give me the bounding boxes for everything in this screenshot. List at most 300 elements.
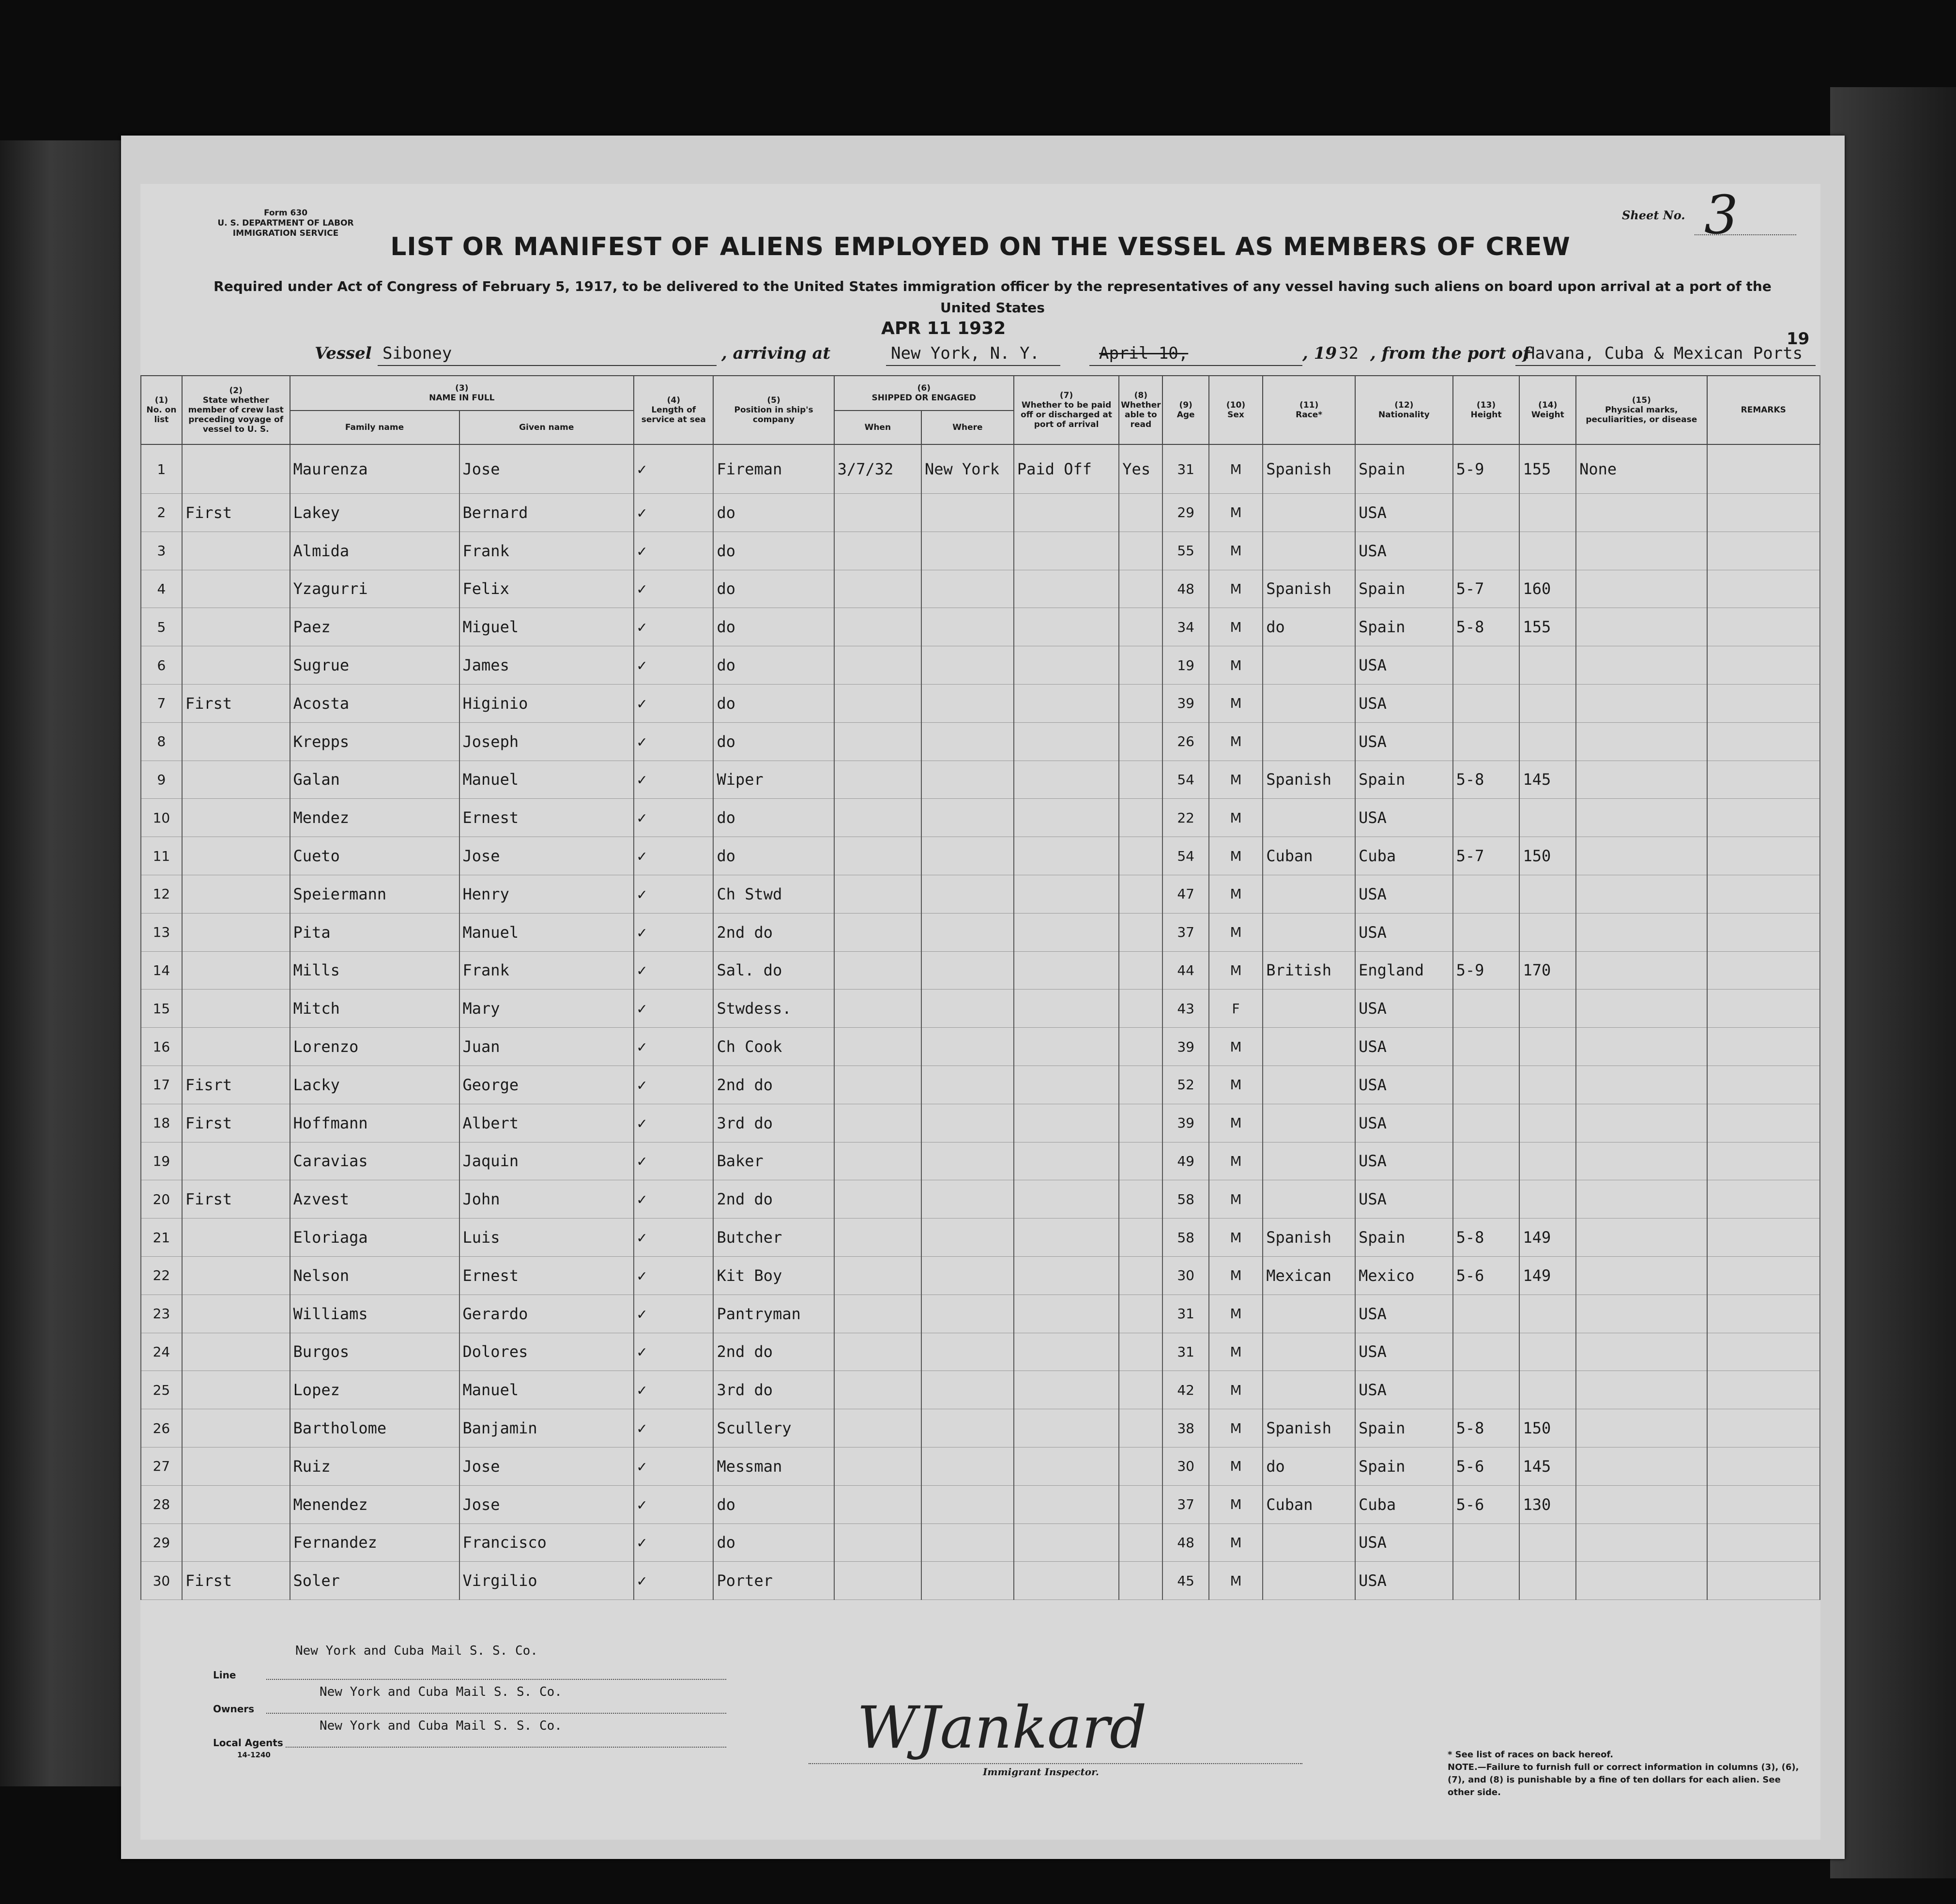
line-value: New York and Cuba Mail S. S. Co.: [295, 1644, 538, 1658]
able-to-read: [1119, 1180, 1162, 1219]
age: 48: [1162, 1523, 1208, 1562]
shipped-where: [921, 1066, 1014, 1104]
family-name: Menendez: [290, 1485, 459, 1523]
age: 55: [1162, 532, 1208, 570]
nationality: USA: [1355, 875, 1453, 913]
prev-voyage: [182, 1371, 290, 1409]
shipped-where: [921, 1485, 1014, 1523]
service-check: ✓: [634, 875, 713, 913]
line-label: Line: [213, 1669, 236, 1681]
given-name: Jose: [459, 1485, 634, 1523]
physical-marks: None: [1576, 444, 1707, 494]
remarks: [1707, 761, 1820, 799]
shipped-when: [834, 1028, 921, 1066]
row-number: 1: [141, 444, 182, 494]
row-number: 26: [141, 1409, 182, 1447]
paid-off: [1014, 799, 1119, 837]
weight: [1519, 1523, 1576, 1562]
given-name: Jose: [459, 837, 634, 875]
service-check: ✓: [634, 722, 713, 761]
paid-off: [1014, 761, 1119, 799]
prev-voyage: [182, 532, 290, 570]
family-name: Almida: [290, 532, 459, 570]
arriving-port: New York, N. Y.: [891, 344, 1040, 363]
shipped-when: [834, 799, 921, 837]
agents-underline: [286, 1747, 726, 1748]
row-number: 21: [141, 1219, 182, 1257]
nationality: Spain: [1355, 1447, 1453, 1485]
shipped-where: [921, 1447, 1014, 1485]
race: [1263, 799, 1355, 837]
sex: M: [1209, 1256, 1263, 1295]
given-name: Juan: [459, 1028, 634, 1066]
height: [1453, 532, 1520, 570]
sex: M: [1209, 1295, 1263, 1333]
shipped-where: [921, 722, 1014, 761]
paid-off: [1014, 1371, 1119, 1409]
age: 31: [1162, 444, 1208, 494]
sex: M: [1209, 570, 1263, 608]
vessel-name: Siboney: [382, 344, 452, 363]
races-note: * See list of races on back hereof.: [1448, 1750, 1614, 1760]
shipped-where: [921, 990, 1014, 1028]
service-check: ✓: [634, 1028, 713, 1066]
physical-marks: [1576, 1219, 1707, 1257]
position: Messman: [713, 1447, 834, 1485]
remarks: [1707, 494, 1820, 532]
able-to-read: [1119, 646, 1162, 685]
age: 39: [1162, 684, 1208, 722]
remarks: [1707, 1142, 1820, 1180]
able-to-read: Yes: [1119, 444, 1162, 494]
given-name: George: [459, 1066, 634, 1104]
paid-off: [1014, 722, 1119, 761]
shipped-where: [921, 1219, 1014, 1257]
able-to-read: [1119, 1219, 1162, 1257]
height: [1453, 1295, 1520, 1333]
col-header-when: When: [834, 411, 921, 444]
family-name: Galan: [290, 761, 459, 799]
family-name: Lorenzo: [290, 1028, 459, 1066]
sex: M: [1209, 444, 1263, 494]
remarks: [1707, 1409, 1820, 1447]
nationality: USA: [1355, 799, 1453, 837]
physical-marks: [1576, 1256, 1707, 1295]
remarks: [1707, 722, 1820, 761]
shipped-where: [921, 1104, 1014, 1142]
sex: M: [1209, 951, 1263, 990]
paid-off: [1014, 1295, 1119, 1333]
service-check: ✓: [634, 990, 713, 1028]
service-check: ✓: [634, 1562, 713, 1600]
from-port: Havana, Cuba & Mexican Ports: [1525, 344, 1803, 363]
vessel-underline: [378, 365, 717, 366]
owners-value: New York and Cuba Mail S. S. Co.: [320, 1685, 562, 1699]
prev-voyage: [182, 1219, 290, 1257]
service-check: ✓: [634, 761, 713, 799]
nationality: USA: [1355, 1028, 1453, 1066]
weight: [1519, 875, 1576, 913]
age: 19: [1162, 646, 1208, 685]
service-check: ✓: [634, 444, 713, 494]
height: 5-6: [1453, 1485, 1520, 1523]
age: 43: [1162, 990, 1208, 1028]
shipped-where: [921, 1562, 1014, 1600]
row-number: 8: [141, 722, 182, 761]
prev-voyage: First: [182, 1562, 290, 1600]
paid-off: [1014, 1066, 1119, 1104]
table-row: [141, 1523, 1820, 1562]
physical-marks: [1576, 684, 1707, 722]
able-to-read: [1119, 1485, 1162, 1523]
family-name: Paez: [290, 608, 459, 646]
paid-off: [1014, 1333, 1119, 1371]
family-name: Mitch: [290, 990, 459, 1028]
remarks: [1707, 1219, 1820, 1257]
service-check: ✓: [634, 684, 713, 722]
given-name: James: [459, 646, 634, 685]
col-header-age: (9) Age: [1162, 376, 1208, 444]
col-header-given-name: Given name: [459, 411, 634, 444]
table-row: [141, 722, 1820, 761]
service-check: ✓: [634, 799, 713, 837]
shipped-where: [921, 837, 1014, 875]
row-number: 16: [141, 1028, 182, 1066]
nationality: Spain: [1355, 608, 1453, 646]
prev-voyage: [182, 444, 290, 494]
nationality: USA: [1355, 1562, 1453, 1600]
service-check: ✓: [634, 1180, 713, 1219]
nationality: Mexico: [1355, 1256, 1453, 1295]
height: [1453, 1523, 1520, 1562]
col-header-shipped: (6) SHIPPED OR ENGAGED: [834, 376, 1014, 411]
sex: M: [1209, 1523, 1263, 1562]
service-check: ✓: [634, 1409, 713, 1447]
given-name: Albert: [459, 1104, 634, 1142]
able-to-read: [1119, 799, 1162, 837]
weight: [1519, 1295, 1576, 1333]
remarks: [1707, 1371, 1820, 1409]
age: 58: [1162, 1219, 1208, 1257]
height: [1453, 875, 1520, 913]
nationality: USA: [1355, 1104, 1453, 1142]
physical-marks: [1576, 1371, 1707, 1409]
service-check: ✓: [634, 608, 713, 646]
shipped-when: [834, 722, 921, 761]
service-check: ✓: [634, 913, 713, 951]
remarks: [1707, 1523, 1820, 1562]
service-check: ✓: [634, 646, 713, 685]
nationality: Cuba: [1355, 1485, 1453, 1523]
inspector-label: Immigrant Inspector.: [983, 1766, 1099, 1778]
remarks: [1707, 951, 1820, 990]
age: 30: [1162, 1447, 1208, 1485]
race: Spanish: [1263, 1409, 1355, 1447]
shipped-where: [921, 532, 1014, 570]
race: Cuban: [1263, 837, 1355, 875]
position: 3rd do: [713, 1371, 834, 1409]
given-name: Francisco: [459, 1523, 634, 1562]
family-name: Hoffmann: [290, 1104, 459, 1142]
remarks: [1707, 570, 1820, 608]
nationality: USA: [1355, 1180, 1453, 1219]
prev-voyage: [182, 951, 290, 990]
able-to-read: [1119, 1562, 1162, 1600]
able-to-read: [1119, 1447, 1162, 1485]
height: 5-7: [1453, 570, 1520, 608]
vessel-line: [315, 344, 1816, 368]
paid-off: [1014, 532, 1119, 570]
table-row: [141, 1333, 1820, 1371]
physical-marks: [1576, 1028, 1707, 1066]
table-row: [141, 837, 1820, 875]
prev-voyage: [182, 837, 290, 875]
paid-off: [1014, 1562, 1119, 1600]
able-to-read: [1119, 1409, 1162, 1447]
race: [1263, 1371, 1355, 1409]
given-name: Bernard: [459, 494, 634, 532]
prev-voyage: [182, 646, 290, 685]
year-suffix: 32: [1339, 344, 1359, 363]
nationality: USA: [1355, 913, 1453, 951]
table-row: [141, 1028, 1820, 1066]
height: [1453, 1104, 1520, 1142]
weight: 150: [1519, 837, 1576, 875]
shipped-where: [921, 951, 1014, 990]
shipped-when: [834, 1409, 921, 1447]
service-check: ✓: [634, 1447, 713, 1485]
nationality: USA: [1355, 646, 1453, 685]
height: [1453, 722, 1520, 761]
race: Spanish: [1263, 1219, 1355, 1257]
service: IMMIGRATION SERVICE: [232, 228, 339, 238]
family-name: Eloriaga: [290, 1219, 459, 1257]
paid-off: [1014, 990, 1119, 1028]
age: 52: [1162, 1066, 1208, 1104]
family-name: Caravias: [290, 1142, 459, 1180]
family-name: Burgos: [290, 1333, 459, 1371]
physical-marks: [1576, 799, 1707, 837]
shipped-where: [921, 646, 1014, 685]
shipped-when: [834, 837, 921, 875]
service-check: ✓: [634, 1485, 713, 1523]
given-name: Dolores: [459, 1333, 634, 1371]
from-label: , from the port of: [1370, 344, 1530, 363]
col-header-marks: (15) Physical marks, peculiarities, or disease: [1576, 376, 1707, 444]
race: Cuban: [1263, 1485, 1355, 1523]
weight: 145: [1519, 1447, 1576, 1485]
shipped-where: [921, 570, 1014, 608]
physical-marks: [1576, 913, 1707, 951]
paid-off: [1014, 1256, 1119, 1295]
race: do: [1263, 1447, 1355, 1485]
weight: [1519, 1371, 1576, 1409]
sex: F: [1209, 990, 1263, 1028]
shipped-when: [834, 532, 921, 570]
weight: [1519, 494, 1576, 532]
family-name: Maurenza: [290, 444, 459, 494]
family-name: Krepps: [290, 722, 459, 761]
weight: [1519, 1104, 1576, 1142]
manifest-sheet: [121, 136, 1845, 1859]
prev-voyage: [182, 1523, 290, 1562]
table-row: [141, 1409, 1820, 1447]
nationality: USA: [1355, 1371, 1453, 1409]
table-row: [141, 1219, 1820, 1257]
race: do: [1263, 608, 1355, 646]
prev-voyage: First: [182, 684, 290, 722]
race: [1263, 684, 1355, 722]
given-name: Higinio: [459, 684, 634, 722]
age: 45: [1162, 1562, 1208, 1600]
row-number: 9: [141, 761, 182, 799]
height: [1453, 1562, 1520, 1600]
row-number: 12: [141, 875, 182, 913]
shipped-when: [834, 1066, 921, 1104]
table-row: [141, 1562, 1820, 1600]
service-check: ✓: [634, 1371, 713, 1409]
height: 5-7: [1453, 837, 1520, 875]
able-to-read: [1119, 913, 1162, 951]
sex: M: [1209, 1333, 1263, 1371]
service-check: ✓: [634, 951, 713, 990]
physical-marks: [1576, 951, 1707, 990]
able-to-read: [1119, 532, 1162, 570]
nationality: USA: [1355, 1142, 1453, 1180]
physical-marks: [1576, 722, 1707, 761]
table-row: [141, 684, 1820, 722]
row-number: 29: [141, 1523, 182, 1562]
family-name: Sugrue: [290, 646, 459, 685]
paid-off: [1014, 837, 1119, 875]
page-stack-edge: [1830, 87, 1956, 1878]
weight: [1519, 990, 1576, 1028]
from-underline: [1515, 365, 1816, 366]
race: [1263, 1180, 1355, 1219]
vessel-label: Vessel: [315, 344, 372, 363]
row-number: 11: [141, 837, 182, 875]
sheet-number-label: Sheet No.: [1622, 208, 1685, 222]
arrival-date: April 10,: [1099, 344, 1189, 363]
sex: M: [1209, 761, 1263, 799]
given-name: Ernest: [459, 1256, 634, 1295]
family-name: Pita: [290, 913, 459, 951]
table-row: [141, 1256, 1820, 1295]
row-number: 30: [141, 1562, 182, 1600]
prev-voyage: [182, 1028, 290, 1066]
row-number: 22: [141, 1256, 182, 1295]
family-name: Lakey: [290, 494, 459, 532]
shipped-where: [921, 761, 1014, 799]
line-underline: [266, 1679, 726, 1680]
prev-voyage: First: [182, 1104, 290, 1142]
table-row: [141, 761, 1820, 799]
position: do: [713, 608, 834, 646]
shipped-when: [834, 951, 921, 990]
weight: [1519, 1562, 1576, 1600]
shipped-when: [834, 646, 921, 685]
given-name: Manuel: [459, 761, 634, 799]
shipped-where: [921, 608, 1014, 646]
binder-edge: [0, 140, 126, 1786]
sex: M: [1209, 1180, 1263, 1219]
shipped-where: [921, 1371, 1014, 1409]
position: do: [713, 646, 834, 685]
paid-off: [1014, 1104, 1119, 1142]
physical-marks: [1576, 875, 1707, 913]
paid-off: [1014, 608, 1119, 646]
able-to-read: [1119, 684, 1162, 722]
given-name: Banjamin: [459, 1409, 634, 1447]
age: 30: [1162, 1256, 1208, 1295]
nationality: England: [1355, 951, 1453, 990]
department: U. S. DEPARTMENT OF LABOR: [217, 218, 354, 228]
nationality: USA: [1355, 1295, 1453, 1333]
age: 48: [1162, 570, 1208, 608]
given-name: Joseph: [459, 722, 634, 761]
shipped-when: [834, 990, 921, 1028]
race: [1263, 494, 1355, 532]
remarks: [1707, 1562, 1820, 1600]
race: [1263, 1104, 1355, 1142]
col-header-read: (8) Whether able to read: [1119, 376, 1162, 444]
family-name: Soler: [290, 1562, 459, 1600]
col-header-name: (3) NAME IN FULL: [290, 376, 634, 411]
page-number: 19: [1787, 329, 1810, 349]
physical-marks: [1576, 532, 1707, 570]
paid-off: [1014, 1180, 1119, 1219]
sex: M: [1209, 608, 1263, 646]
row-number: 18: [141, 1104, 182, 1142]
position: Ch Cook: [713, 1028, 834, 1066]
row-number: 10: [141, 799, 182, 837]
age: 54: [1162, 837, 1208, 875]
col-header-no: (1) No. on list: [141, 376, 182, 444]
family-name: Lopez: [290, 1371, 459, 1409]
paid-off: [1014, 1523, 1119, 1562]
physical-marks: [1576, 761, 1707, 799]
table-row: [141, 951, 1820, 990]
row-number: 17: [141, 1066, 182, 1104]
race: [1263, 1562, 1355, 1600]
height: [1453, 646, 1520, 685]
shipped-where: [921, 1256, 1014, 1295]
shipped-where: [921, 1333, 1014, 1371]
service-check: ✓: [634, 1219, 713, 1257]
sex: M: [1209, 1066, 1263, 1104]
family-name: Ruiz: [290, 1447, 459, 1485]
prev-voyage: [182, 761, 290, 799]
table-row: [141, 444, 1820, 494]
table-row: [141, 1295, 1820, 1333]
able-to-read: [1119, 1523, 1162, 1562]
paid-off: [1014, 875, 1119, 913]
age: 37: [1162, 913, 1208, 951]
given-name: Jaquin: [459, 1142, 634, 1180]
sex: M: [1209, 799, 1263, 837]
remarks: [1707, 913, 1820, 951]
shipped-where: New York: [921, 444, 1014, 494]
position: 2nd do: [713, 913, 834, 951]
able-to-read: [1119, 494, 1162, 532]
prev-voyage: [182, 1256, 290, 1295]
prev-voyage: Fisrt: [182, 1066, 290, 1104]
age: 38: [1162, 1409, 1208, 1447]
nationality: USA: [1355, 494, 1453, 532]
family-name: Azvest: [290, 1180, 459, 1219]
shipped-where: [921, 1028, 1014, 1066]
sheet-number: 3: [1704, 184, 1738, 246]
